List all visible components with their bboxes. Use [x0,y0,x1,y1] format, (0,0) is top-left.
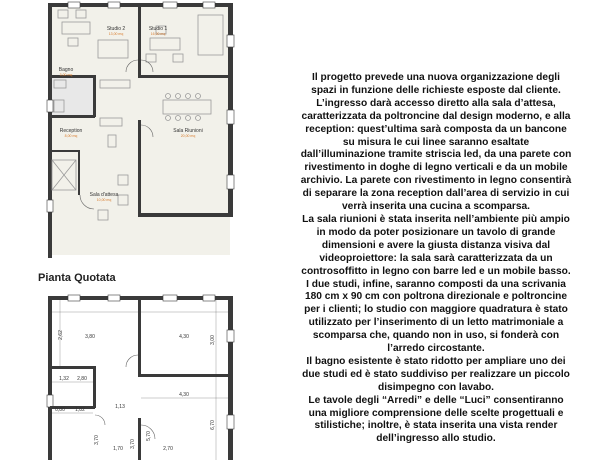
room-label-studio-2: Studio 2 [106,26,126,32]
room-label-sala-attesa: Sala d'attesa [89,192,119,198]
room-area-studio-2: 13,00 mq [108,32,124,36]
dimensioned-floor-plan [38,290,238,460]
dim-studio1-width: 4,30 [179,334,189,340]
description-paragraph: L’ingresso darà accesso diretto alla sala d’attesa, caratterizzata da poltroncine dal design moderno, e alla reception: quest’ultima sarà composta da un bancone su misura le cui linee saranno esaltate dall’illuminazione tramite striscia led, da una parete con rivestimento in doghe di legno verticali e da un mobile archivio. La parete con rivestimento in legno consentirà di separare la zona reception dall’area di servizio in cui verrà inserita una cucina a scomparsa. [300,97,572,213]
room-label-studio-1: Studio 1 [148,26,168,32]
room-label-reception: Reception [59,128,83,134]
description-paragraph: Il progetto prevede una nuova organizzazione degli spazi in funzione delle richieste esposte dal cliente. [311,72,561,96]
project-description [300,72,572,446]
dim-hall-depth: 3,70 [94,435,100,445]
dim-studio2-width: 3,80 [85,334,95,340]
dim-disimpegno-width: 2,80 [77,376,87,382]
room-area-bagno: 3,00 mq [59,73,73,77]
dim-reception-depth: 5,70 [146,431,152,441]
dim-bagno-width: 1,32 [59,376,69,382]
room-area-sala-attesa: 10,00 mq [96,198,112,202]
dim-entrance-depth: 3,70 [130,439,136,449]
dim-studio2-depth: 2,62 [58,330,64,340]
description-paragraph: Il bagno esistente è stato ridotto per ampliare uno dei due studi ed è stato suddiviso per realizzare un piccolo disimpegno con lavabo. [302,355,570,393]
dim-corridor-width: 2,70 [163,446,173,452]
description-paragraph: La sala riunioni è stata inserita nell’ambiente più ampio in modo da poter posizionare un tavolo di grande dimensioni e avere la giusta distanza visiva dal videoproiettore: la sala sarà caratterizzata da un controsoffitto in legno con barre led e un mobile basso. [301,213,571,277]
dim-passage-width: 1,13 [115,404,125,410]
dim-door-width: 1,70 [113,446,123,452]
room-area-sala-riunioni: 20,00 mq [180,134,196,138]
room-area-studio-1: 16,00 mq [150,32,166,36]
description-paragraph: I due studi, infine, saranno composti da una scrivania 180 cm x 90 cm con poltrona direzionale e poltroncine per i clienti; lo studio con maggiore quadratura è stato utilizzato per l’inserimento di un letto matrimoniale a scomparsa che, quando non in uso, si fonderà con l’arredo circostante. [304,278,568,355]
dim-wet-niche: 0,80 [55,407,65,413]
room-area-reception: 8,00 mq [64,134,78,138]
furnished-floor-plan [38,0,238,258]
wet-area-floor [50,78,95,116]
quoted-plan-title: Pianta Quotata [38,272,116,284]
dim-sala-riunioni-width: 4,30 [179,392,189,398]
room-label-bagno: Bagno [58,67,74,73]
room-label-sala-riunioni: Sala Riunioni [173,128,203,134]
description-paragraph: Le tavole degli “Arredi” e delle “Luci” consentiranno una migliore comprensione delle scelte progettuali e stilistiche; inoltre, è stata inserita una vista render dell’ingresso allo studio. [308,394,564,445]
dim-reception-front: 1,82 [75,407,85,413]
dim-studio1-depth: 3,00 [210,335,216,345]
dim-sala-riunioni-depth: 6,70 [210,420,216,430]
